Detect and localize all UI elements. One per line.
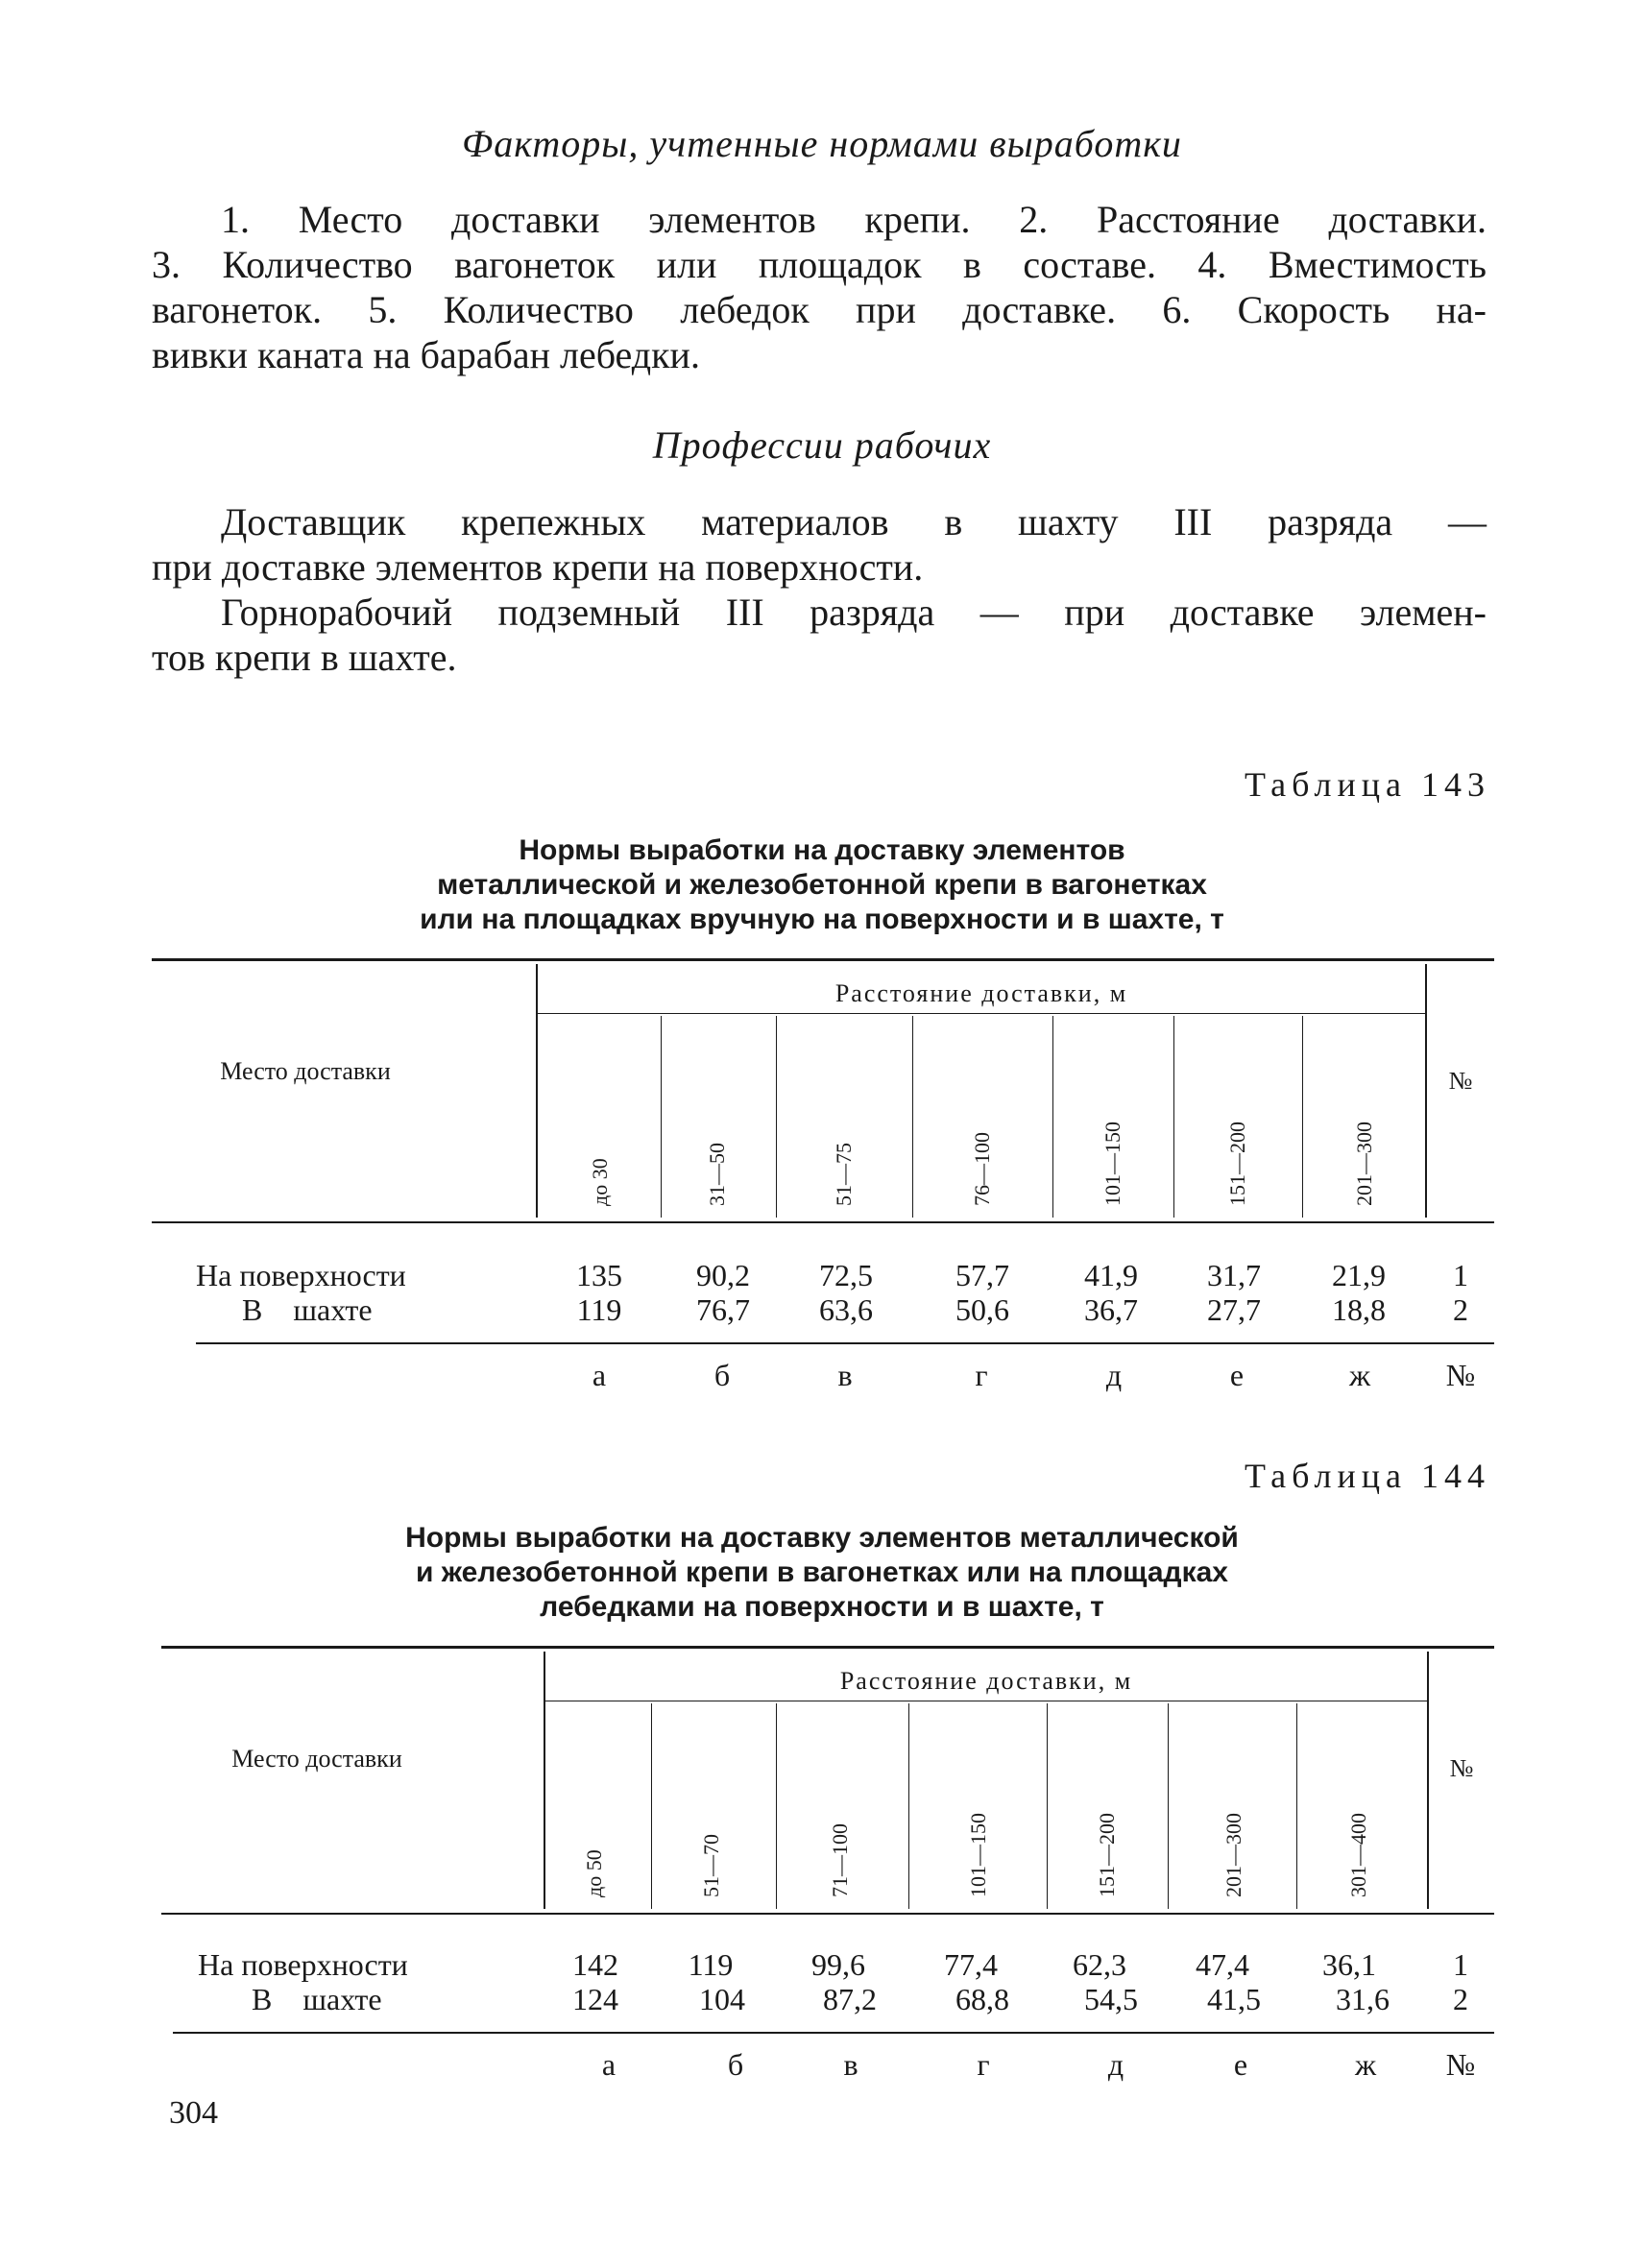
table-cell: 124 [572, 1982, 618, 2016]
table-cell: 99,6 [811, 1947, 865, 1982]
row-number: 2 [1453, 1982, 1468, 2016]
column-divider [1296, 1703, 1297, 1909]
column-letter: д [1105, 1358, 1123, 1392]
table-cell: 72,5 [819, 1258, 873, 1292]
row-number: 2 [1453, 1292, 1468, 1327]
table-bottom-rule [173, 2032, 1494, 2034]
column-header: 101—150 [966, 1813, 990, 1897]
table-cell: 87,2 [823, 1982, 877, 2016]
text-line: 3. Количество вагонеток или площадок в составе. 4. Вместимость [152, 243, 1487, 286]
column-header: до 50 [582, 1849, 606, 1897]
table-cell: 63,6 [819, 1292, 873, 1327]
column-letter: в [837, 1358, 853, 1392]
place-header: Место доставки [231, 1745, 402, 1773]
column-letter: ж [1348, 1358, 1371, 1392]
row-label: В шахте [242, 1292, 373, 1327]
column-divider [1052, 1016, 1053, 1218]
table-cell: 50,6 [955, 1292, 1009, 1327]
text-line: Доставщик крепежных материалов в шахту III разряда — [221, 500, 1487, 543]
text-line: 1. Место доставки элементов крепи. 2. Расстояние доставки. [221, 198, 1487, 241]
column-header: 151—200 [1095, 1813, 1119, 1897]
column-header: 201—300 [1352, 1122, 1376, 1206]
table-cell: 21,9 [1332, 1258, 1386, 1292]
column-letter-number: № [1445, 2047, 1476, 2082]
column-header: 51—70 [699, 1834, 723, 1897]
table-144-label: Таблица 144 [1245, 1457, 1490, 1495]
table-143-label: Таблица 143 [1245, 765, 1490, 804]
column-header: 31—50 [705, 1143, 729, 1206]
table-bottom-rule [196, 1342, 1494, 1344]
column-divider [1047, 1703, 1048, 1909]
table-cell: 36,1 [1322, 1947, 1376, 1982]
column-divider [776, 1016, 777, 1218]
column-letter: д [1107, 2047, 1124, 2082]
section-title-factors: Факторы, учтенные нормами выработки [462, 122, 1182, 165]
column-header: 101—150 [1100, 1122, 1124, 1206]
table-cell: 18,8 [1332, 1292, 1386, 1327]
column-divider [1173, 1016, 1174, 1218]
title-line: лебедками на поверхности и в шахте, т [540, 1591, 1104, 1623]
column-header: 51—75 [832, 1143, 856, 1206]
column-divider [1302, 1016, 1303, 1218]
table-cell: 31,7 [1207, 1258, 1261, 1292]
table-cell: 41,5 [1207, 1982, 1261, 2016]
table-cell: 57,7 [955, 1258, 1009, 1292]
column-header: 71—100 [828, 1823, 852, 1897]
place-header: Место доставки [220, 1057, 391, 1085]
column-letter: ж [1354, 2047, 1377, 2082]
row-number: 1 [1453, 1947, 1468, 1982]
table-143-title [0, 833, 1644, 937]
table-cell: 36,7 [1084, 1292, 1138, 1327]
column-letter: е [1233, 2047, 1248, 2082]
text-line: Горнорабочий подземный III разряда — при доставке элемен- [221, 591, 1487, 634]
title-line: и железобетонной крепи в вагонетках или на площадках [416, 1556, 1228, 1588]
table-cell: 104 [699, 1982, 745, 2016]
table-top-rule [161, 1646, 1494, 1649]
column-letter: в [843, 2047, 858, 2082]
page-number: 304 [169, 2095, 218, 2131]
table-cell: 54,5 [1084, 1982, 1138, 2016]
table-cell: 119 [576, 1292, 622, 1327]
text-line: вагонеток. 5. Количество лебедок при доставке. 6. Скорость на- [152, 288, 1487, 331]
text-line: вивки каната на барабан лебедки. [152, 333, 700, 376]
column-divider [661, 1016, 662, 1218]
factors-paragraph [152, 197, 1487, 377]
row-label: На поверхности [196, 1258, 406, 1292]
profession-paragraph-2 [152, 590, 1487, 680]
column-letter: а [592, 1358, 607, 1392]
row-label: На поверхности [198, 1947, 408, 1982]
title-line: Нормы выработки на доставку элементов металлической [405, 1522, 1239, 1554]
table-cell: 31,6 [1336, 1982, 1390, 2016]
text-line: тов крепи в шахте. [152, 636, 457, 679]
table-cell: 62,3 [1073, 1947, 1126, 1982]
column-letter: б [713, 1358, 731, 1392]
column-letter-number: № [1445, 1358, 1476, 1392]
column-divider [651, 1703, 652, 1909]
column-letter: г [975, 1358, 988, 1392]
distance-rule [538, 1013, 1425, 1014]
column-letter: г [977, 2047, 990, 2082]
column-header: 201—300 [1221, 1813, 1245, 1897]
header-rule [152, 1221, 1494, 1223]
column-header: 301—400 [1346, 1813, 1370, 1897]
row-number: 1 [1453, 1258, 1468, 1292]
number-header: № [1448, 1067, 1473, 1095]
column-divider [908, 1703, 909, 1909]
table-cell: 76,7 [696, 1292, 750, 1327]
column-header: 151—200 [1225, 1122, 1249, 1206]
table-top-rule [152, 958, 1494, 961]
distance-header: Расстояние доставки, м [839, 1667, 1133, 1695]
row-label: В шахте [252, 1982, 382, 2016]
table-cell: 41,9 [1084, 1258, 1138, 1292]
section-title-professions: Профессии рабочих [652, 423, 992, 467]
table-cell: 119 [688, 1947, 734, 1982]
column-divider [1168, 1703, 1169, 1909]
title-line: Нормы выработки на доставку элементов [519, 834, 1125, 866]
profession-paragraph-1 [152, 499, 1487, 590]
column-letter: б [727, 2047, 744, 2082]
table-cell: 90,2 [696, 1258, 750, 1292]
number-header: № [1449, 1754, 1474, 1782]
table-cell: 77,4 [944, 1947, 998, 1982]
table-cell: 68,8 [955, 1982, 1009, 2016]
table-144-title [0, 1521, 1644, 1625]
table-cell: 135 [576, 1258, 622, 1292]
column-header: до 30 [588, 1158, 612, 1206]
table-cell: 27,7 [1207, 1292, 1261, 1327]
header-rule [161, 1913, 1494, 1915]
column-divider [776, 1703, 777, 1909]
table-cell: 142 [572, 1947, 618, 1982]
text-line: при доставке элементов крепи на поверхности. [152, 545, 924, 589]
column-divider [912, 1016, 913, 1218]
table-cell: 47,4 [1196, 1947, 1249, 1982]
distance-header: Расстояние доставки, м [834, 979, 1128, 1007]
title-line: или на площадках вручную на поверхности и в шахте, т [420, 904, 1224, 935]
column-header: 76—100 [970, 1132, 994, 1206]
column-letter: е [1229, 1358, 1245, 1392]
title-line: металлической и железобетонной крепи в вагонетках [437, 869, 1207, 901]
column-letter: а [601, 2047, 616, 2082]
